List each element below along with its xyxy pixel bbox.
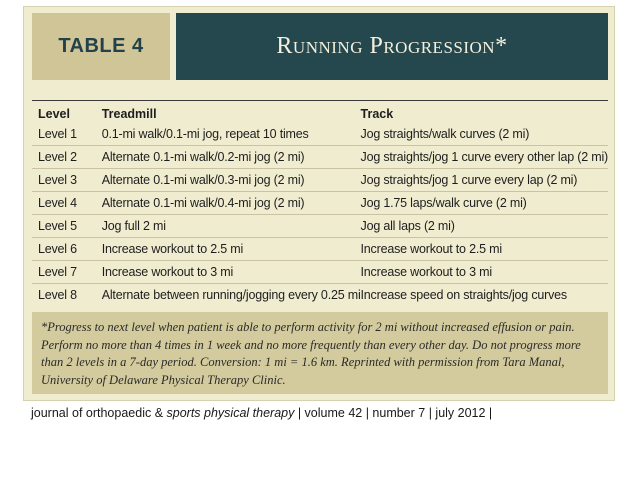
table-header-row: [32, 105, 608, 123]
treadmill-cell: Alternate 0.1-mi walk/0.3-mi jog (2 mi): [102, 169, 361, 192]
level-cell: Level 2: [32, 146, 102, 169]
table-row: [32, 192, 608, 215]
treadmill-cell: Increase workout to 3 mi: [102, 261, 361, 284]
progression-table: [32, 105, 608, 306]
journal-citation: [31, 406, 621, 420]
table-row: [32, 238, 608, 261]
track-cell: Jog 1.75 laps/walk curve (2 mi): [361, 192, 608, 215]
column-header-treadmill: Treadmill: [101, 107, 157, 121]
table-number: TABLE 4: [58, 35, 144, 57]
table-row: [32, 284, 608, 307]
track-cell: Increase workout to 3 mi: [361, 261, 608, 284]
table-number-box: [32, 13, 170, 80]
treadmill-cell: 0.1-mi walk/0.1-mi jog, repeat 10 times: [101, 127, 309, 141]
treadmill-cell: Alternate 0.1-mi walk/0.4-mi jog (2 mi): [102, 192, 361, 215]
table-row: [32, 123, 608, 146]
track-cell: Increase speed on straights/jog curves: [361, 284, 608, 307]
level-cell: Level 6: [32, 238, 102, 261]
track-cell: Jog straights/jog 1 curve every lap (2 mi): [361, 169, 608, 192]
table-row: [32, 146, 608, 169]
citation-issue: | volume 42 | number 7 | july 2012 |: [294, 406, 493, 420]
level-cell: Level 4: [32, 192, 102, 215]
table-row: [32, 261, 608, 284]
treadmill-cell: Alternate 0.1-mi walk/0.2-mi jog (2 mi): [102, 146, 361, 169]
track-cell: Jog all laps (2 mi): [361, 215, 608, 238]
table-title-box: [176, 13, 608, 80]
column-header-track: Track: [360, 107, 394, 121]
table-title: Running Progression*: [276, 33, 508, 59]
table-row: [32, 169, 608, 192]
citation-journal: journal of orthopaedic &: [31, 406, 167, 420]
treadmill-cell: Increase workout to 2.5 mi: [102, 238, 361, 261]
track-cell: Increase workout to 2.5 mi: [361, 238, 608, 261]
level-cell: Level 1: [38, 127, 77, 141]
treadmill-cell: Jog full 2 mi: [102, 215, 361, 238]
table-row: [32, 215, 608, 238]
level-cell: Level 7: [32, 261, 102, 284]
table-panel: [23, 6, 615, 401]
level-cell: Level 8: [32, 284, 102, 307]
top-rule: [32, 100, 608, 101]
track-cell: Jog straights/jog 1 curve every other lap (2 mi): [361, 146, 608, 169]
treadmill-cell: Alternate between running/jogging every 0.25 mi: [102, 284, 361, 307]
level-cell: Level 5: [32, 215, 102, 238]
level-cell: Level 3: [32, 169, 102, 192]
table-footnote: *Progress to next level when patient is able to perform activity for 2 mi without increased effusion or pain. Perform no more than 4 times in 1 week and no more frequently than every other day. Do not progress more than 2 levels in a 7-day period. Conversion: 1 mi = 1.6 km. Reprinted with permission from Tara Manal, University of Delaware Physical Therapy Clinic.: [32, 312, 608, 394]
column-header-level: Level: [38, 107, 70, 121]
citation-journal-italic: sports physical therapy: [166, 406, 295, 420]
track-cell: Jog straights/walk curves (2 mi): [360, 127, 530, 141]
